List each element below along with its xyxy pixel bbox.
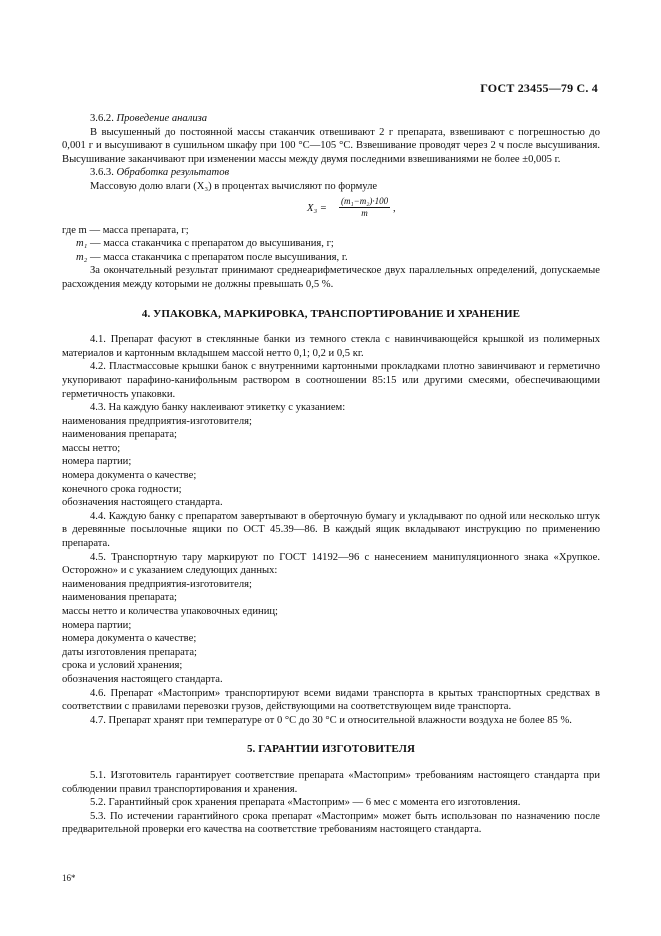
paragraph-5-3: 5.3. По истечении гарантийного срока препарат «Мастоприм» может быть использован по назначению после предварительной проверки его качества на соответствие требованиям настоящего стандарта.: [62, 810, 600, 836]
list-item: срока и условий хранения;: [62, 660, 183, 672]
list-item: массы нетто;: [62, 442, 121, 454]
formula-denominator: m: [361, 207, 368, 218]
list-item: конечного срока годности;: [62, 483, 182, 495]
list-item: обозначения настоящего стандарта.: [62, 497, 223, 509]
marking-items-list: [62, 578, 600, 687]
page-footer-mark: 16*: [62, 873, 76, 883]
paragraph-4-7: 4.7. Препарат хранят при температуре от 0 °С до 30 °С и относительной влажности воздуха не более 85 %.: [90, 714, 572, 726]
page-header: ГОСТ 23455—79 С. 4: [480, 81, 598, 95]
heading-text: Обработка результатов: [116, 167, 230, 179]
definition-text: — масса стаканчика с препаратом после высушивания, г.: [90, 251, 348, 263]
paragraph-4-4: 4.4. Каждую банку с препаратом завертывают в оберточную бумагу и укладывают по одной или несколько штук в деревянные посылочные ящики по ОСТ 45.39—86. В каждый ящик вкладывают инструкцию по применению препарата.: [62, 510, 600, 550]
paragraph-5-1: 5.1. Изготовитель гарантирует соответствие препарата «Мастоприм» требованиям настоящего стандарта при соблюдении правил транспортирования и хранения.: [62, 769, 600, 795]
list-item: номера документа о качестве;: [62, 470, 197, 482]
definition-symbol: m₁: [76, 238, 88, 250]
subsection-heading-3-6-2: [62, 112, 600, 126]
paragraph-4-2: 4.2. Пластмассовые крышки банок с внутренними картонными прокладками плотно завинчивают и герметично укупоривают парафино-канифольным раствором в соотношении 85:15 или другими смесями, обеспечивающими герметичность упаковки.: [62, 361, 600, 400]
list-item: номера партии;: [62, 456, 132, 468]
list-item: массы нетто и количества упаковочных единиц;: [62, 606, 278, 617]
definition-symbol: m₂: [76, 251, 88, 263]
label-items-list: [62, 415, 600, 510]
definition-row: [62, 251, 600, 265]
heading-number: 3.6.2.: [90, 113, 117, 124]
paragraph-4-6: 4.6. Препарат «Мастоприм» транспортируют всеми видами транспорта в крытых транспортных средствах в соответствии с правилами перевозки грузов, действующими на соответствующем виде транспорта.: [62, 687, 600, 713]
formula-where: где m — масса препарата, г;: [62, 224, 189, 236]
list-item: номера документа о качестве;: [62, 633, 197, 645]
formula-lhs: X₃ =: [307, 202, 327, 214]
heading-text: Проведение анализа: [116, 113, 208, 124]
definition-text: — масса стаканчика с препаратом до высушивания, г;: [90, 238, 334, 250]
moisture-formula: [307, 196, 600, 222]
formula-intro: Массовую долю влаги (X₃) в процентах вычисляют по формуле: [90, 180, 378, 192]
section-4-title: 4. УПАКОВКА, МАРКИРОВКА, ТРАНСПОРТИРОВАНИЕ И ХРАНЕНИЕ: [141, 307, 521, 320]
list-item: номера партии;: [62, 619, 132, 631]
list-item: наименования препарата;: [62, 429, 178, 441]
result-paragraph: За окончательный результат принимают среднеарифметическое двух параллельных определений, допускаемые расхождения между которыми не должны превышать 0,5 %.: [62, 265, 600, 290]
list-item: наименования препарата;: [62, 592, 178, 604]
paragraph-3-6-2: В высушенный до постоянной массы стаканчик отвешивают 2 г препарата, взвешивают с погрешностью до 0,001 г и высушивают в сушильном шкафу при 100 °С—105 °С. Взвешивание проводят через 2 ч после высушивания. Высушивание заканчивают при изменении массы между двумя последними взвешиваниями не более ±0,005 г.: [62, 126, 600, 165]
list-item: наименования предприятия-изготовителя;: [62, 415, 252, 427]
formula-numerator: (m₁−m₂)·100: [341, 195, 389, 206]
list-item: обозначения настоящего стандарта.: [62, 673, 223, 685]
formula-definitions: [62, 237, 600, 264]
paragraph-4-1: 4.1. Препарат фасуют в стеклянные банки из темного стекла с навинчивающейся крышкой из полимерных материалов и картонным вкладышем массой нетто 0,1; 0,2 и 0,5 кг.: [62, 334, 600, 359]
list-item: наименования предприятия-изготовителя;: [62, 578, 252, 590]
list-item: даты изготовления препарата;: [62, 646, 197, 658]
paragraph-5-2: 5.2. Гарантийный срок хранения препарата «Мастоприм» — 6 мес с момента его изготовления.: [90, 797, 521, 809]
subsection-heading-3-6-3: [62, 166, 600, 180]
section-5-title: 5. ГАРАНТИИ ИЗГОТОВИТЕЛЯ: [246, 743, 416, 756]
paragraph-4-5: 4.5. Транспортную тару маркируют по ГОСТ 14192—96 с нанесением манипуляционного знака «Хрупкое. Осторожно» и с указанием следующих данных:: [62, 551, 600, 577]
formula-fraction: [339, 196, 390, 219]
paragraph-4-3: 4.3. На каждую банку наклеивают этикетку с указанием:: [90, 402, 346, 414]
formula-comma: ,: [393, 202, 396, 214]
document-body: [62, 112, 600, 837]
heading-number: 3.6.3.: [90, 167, 117, 179]
definition-row: [62, 237, 600, 251]
